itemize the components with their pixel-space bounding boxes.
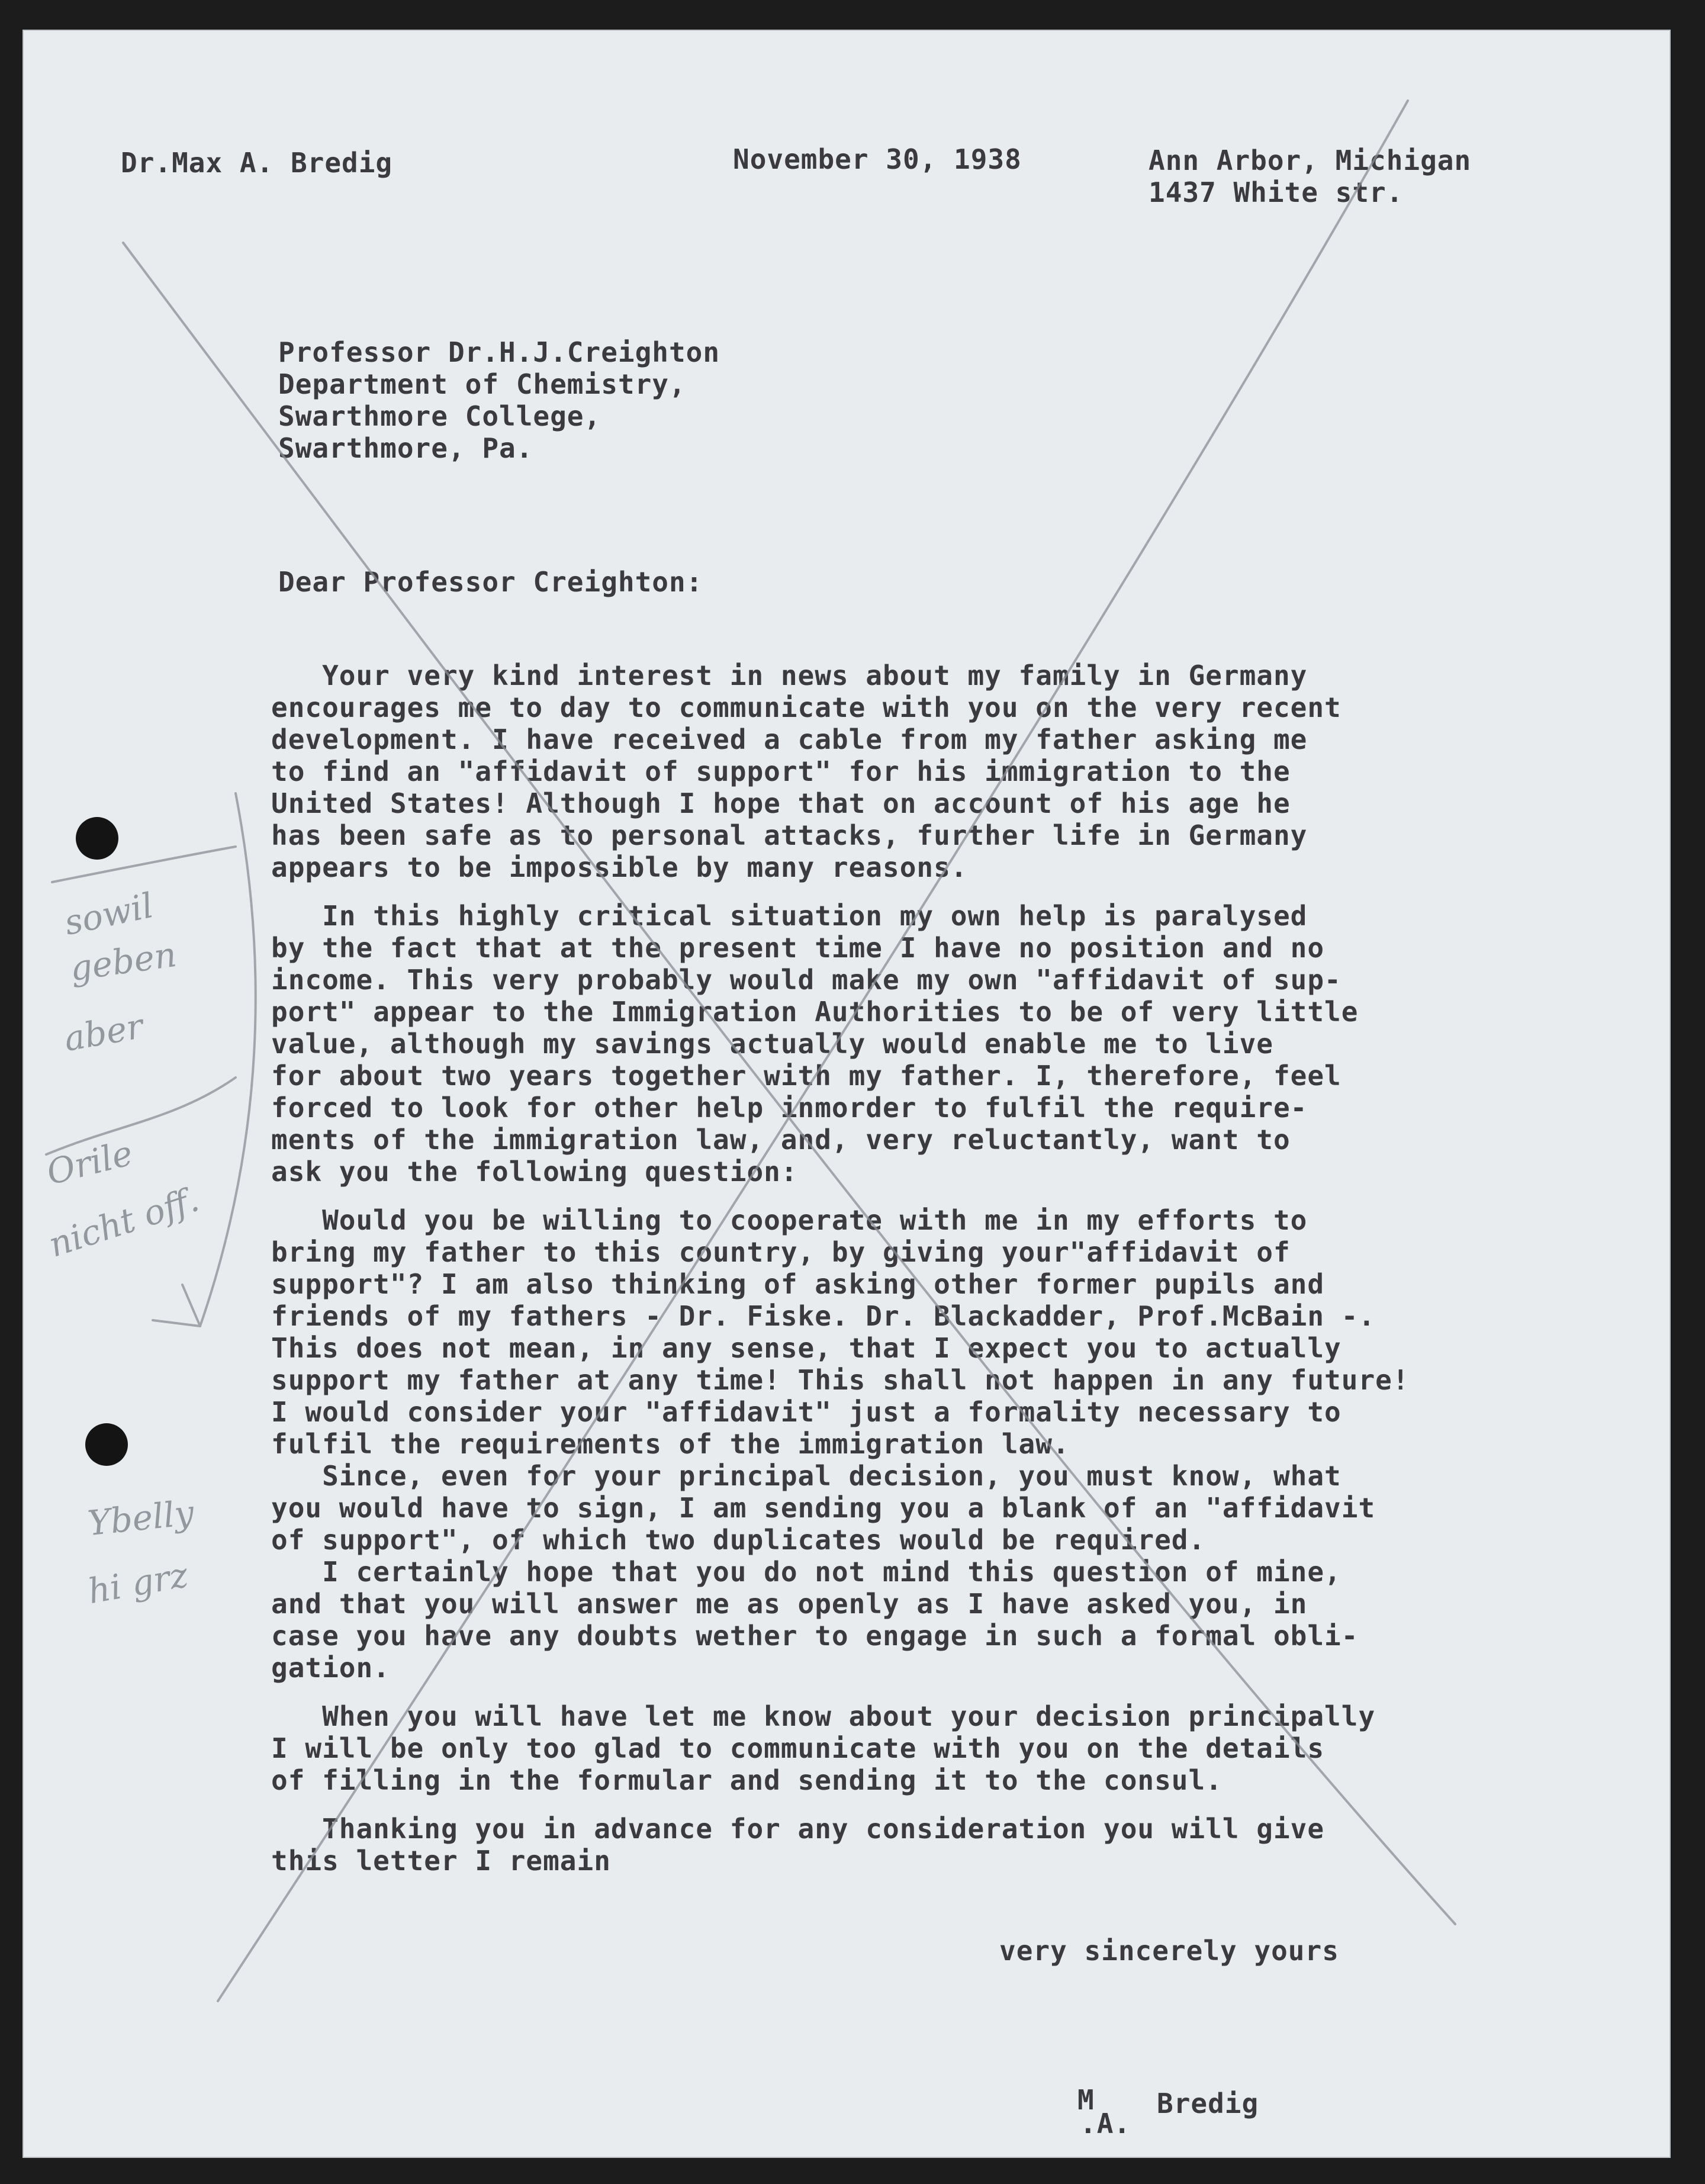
body-line: This does not mean, in any sense, that I expect you to actually [271, 1332, 1342, 1364]
recipient-line: Professor Dr.H.J.Creighton [278, 336, 720, 368]
body-line: When you will have let me know about your decision principally [271, 1700, 1376, 1732]
margin-handwriting: nicht off. [43, 1179, 204, 1265]
body-line: United States! Although I hope that on account of his age he [271, 787, 1291, 819]
body-line: and that you will answer me as openly as I have asked you, in [271, 1588, 1308, 1620]
body-line: income. This very probably would make my own "affidavit of sup- [271, 964, 1342, 996]
body-line: gation. [271, 1652, 390, 1684]
body-line: for about two years together with my father. I, therefore, feel [271, 1060, 1342, 1092]
salutation: Dear Professor Creighton: [278, 566, 703, 598]
closing: very sincerely yours [999, 1935, 1339, 1967]
letter-date: November 30, 1938 [733, 143, 1022, 175]
sender-city: Ann Arbor, Michigan [1149, 144, 1472, 176]
body-line: support my father at any time! This shall not happen in any future! [271, 1364, 1410, 1396]
recipient-line: Swarthmore College, [278, 400, 601, 432]
body-line: bring my father to this country, by giving your"affidavit of [271, 1236, 1291, 1268]
body-line: value, although my savings actually would enable me to live [271, 1028, 1273, 1060]
body-line: Your very kind interest in news about my family in Germany [271, 660, 1308, 691]
signature-surname: Bredig [1157, 2087, 1259, 2119]
signature-initial-m: M [1077, 2084, 1095, 2116]
body-line: by the fact that at the present time I have no position and no [271, 932, 1325, 964]
margin-handwriting: Orile [42, 1133, 137, 1193]
margin-handwriting: hi grz [85, 1554, 191, 1612]
body-line: you would have to sign, I am sending you a blank of an "affidavit [271, 1492, 1376, 1524]
body-line: friends of my fathers - Dr. Fiske. Dr. Blackadder, Prof.McBain -. [271, 1300, 1376, 1332]
body-line: development. I have received a cable from my father asking me [271, 723, 1308, 755]
body-line: ments of the immigration law, and, very reluctantly, want to [271, 1124, 1291, 1156]
pencil-crossout [22, 30, 1671, 2158]
body-line: Would you be willing to cooperate with me in my efforts to [271, 1204, 1308, 1236]
body-line: ask you the following question: [271, 1156, 798, 1188]
body-line: I would consider your "affidavit" just a formality necessary to [271, 1396, 1342, 1428]
body-line: to find an "affidavit of support" for his immigration to the [271, 755, 1291, 787]
body-line: appears to be impossible by many reasons. [271, 851, 968, 883]
body-line: of filling in the formular and sending it to the consul. [271, 1764, 1223, 1796]
body-line: of support", of which two duplicates would be required. [271, 1524, 1206, 1556]
body-line: fulfil the requirements of the immigration law. [271, 1428, 1070, 1460]
body-line: forced to look for other help inmorder to fulfil the require- [271, 1092, 1308, 1124]
margin-handwriting: aber [61, 1005, 146, 1060]
body-line: Thanking you in advance for any consideration you will give [271, 1813, 1325, 1845]
letter-sheet [22, 30, 1671, 2158]
margin-handwriting: geben [67, 934, 179, 989]
body-line: I will be only too glad to communicate with you on the details [271, 1732, 1325, 1764]
body-line: In this highly critical situation my own help is paralysed [271, 900, 1308, 932]
body-line: case you have any doubts wether to engage in such a formal obli- [271, 1620, 1359, 1652]
margin-handwriting: sowil [60, 885, 157, 943]
body-line: Since, even for your principal decision, you must know, what [271, 1460, 1342, 1492]
margin-handwriting: Ybelly [85, 1492, 196, 1544]
body-line: support"? I am also thinking of asking other former pupils and [271, 1268, 1325, 1300]
body-line: I certainly hope that you do not mind this question of mine, [271, 1556, 1342, 1588]
body-line: has been safe as to personal attacks, further life in Germany [271, 819, 1308, 851]
sender-name: Dr.Max A. Bredig [121, 147, 393, 179]
sender-street: 1437 White str. [1149, 176, 1404, 208]
body-line: this letter I remain [271, 1845, 611, 1877]
recipient-line: Department of Chemistry, [278, 368, 686, 400]
recipient-line: Swarthmore, Pa. [278, 432, 533, 464]
body-line: port" appear to the Immigration Authorities to be of very little [271, 996, 1359, 1028]
body-line: encourages me to day to communicate with you on the very recent [271, 691, 1342, 723]
signature-initial-a: .A. [1080, 2108, 1131, 2140]
